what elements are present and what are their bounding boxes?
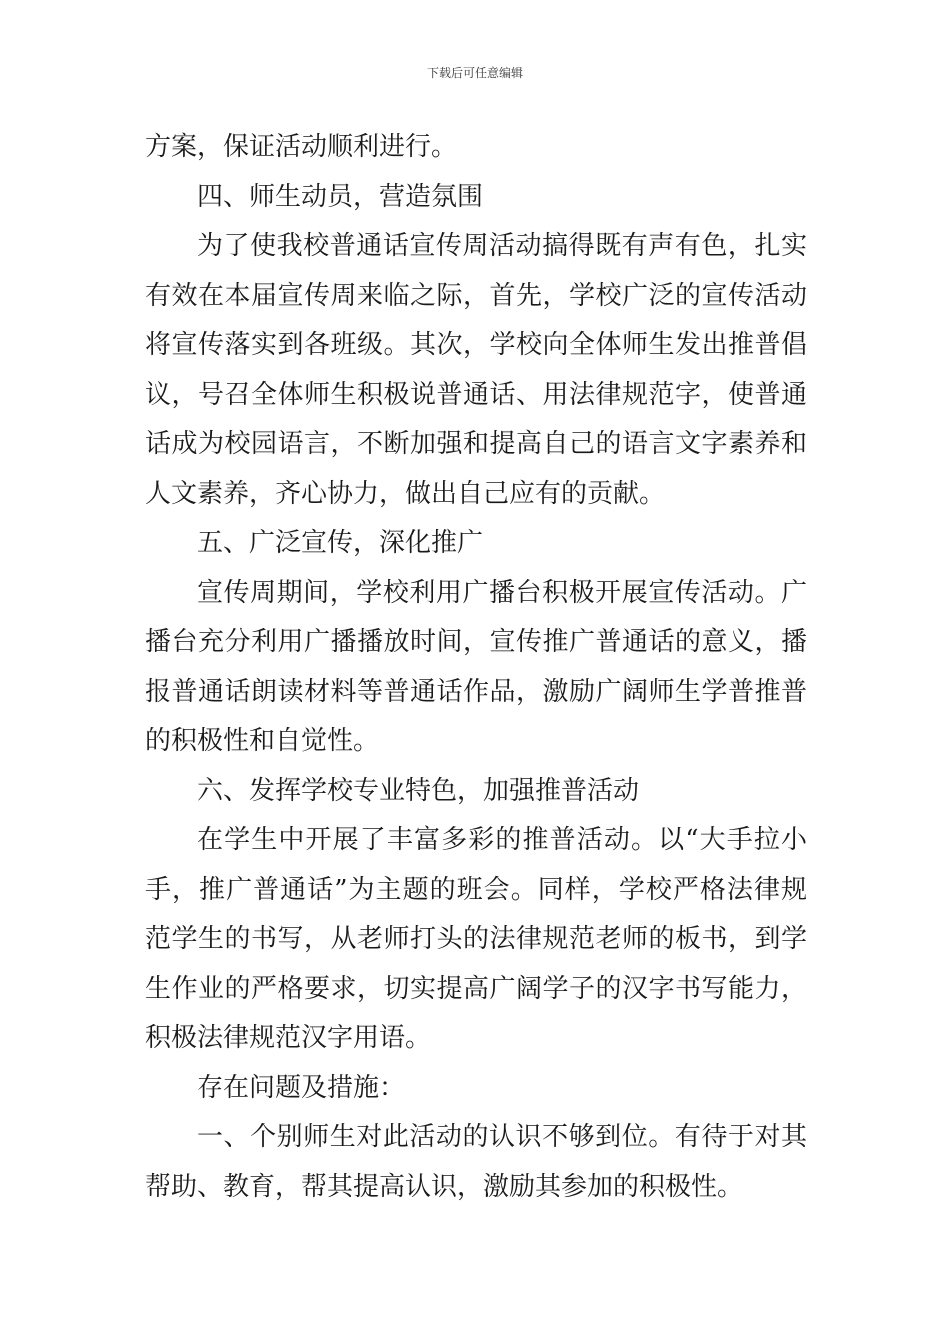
paragraph-line: 播台充分利用广播播放时间，宣传推广普通话的意义，播: [145, 627, 807, 657]
paragraph-line: 报普通话朗读材料等普通话作品，激励广阔师生学普推普: [145, 676, 807, 707]
section-heading: 五、广泛宣传，深化推广: [197, 528, 484, 558]
paragraph-line: 话成为校园语言，不断加强和提高自己的语言文字素养和: [145, 429, 807, 459]
paragraph-line: 范学生的书写，从老师打头的法律规范老师的板书，到学: [145, 924, 807, 954]
paragraph-line: 生作业的严格要求，切实提高广阔学子的汉字书写能力，: [145, 973, 807, 1004]
paragraph-line: 手，推广普通话”为主题的班会。同样，学校严格法律规: [145, 874, 807, 905]
paragraph-line: 一、个别师生对此活动的认识不够到位。有待于对其: [197, 1122, 807, 1152]
document-body: [145, 123, 807, 1212]
page-header: 下载后可任意编辑: [426, 66, 523, 80]
section-heading: 六、发挥学校专业特色，加强推普活动: [197, 775, 640, 806]
section-heading: 四、师生动员，营造氛围: [197, 181, 484, 212]
paragraph-line: 方案，保证活动顺利进行。: [145, 132, 458, 162]
paragraph-line: 宣传周期间，学校利用广播台积极开展宣传活动。广: [197, 577, 807, 608]
section-heading: 存在问题及措施：: [197, 1072, 406, 1103]
paragraph-line: 将宣传落实到各班级。其次，学校向全体师生发出推普倡: [145, 330, 807, 360]
paragraph-line: 积极法律规范汉字用语。: [145, 1023, 432, 1053]
paragraph-line: 人文素养，齐心协力，做出自己应有的贡献。: [145, 478, 666, 509]
paragraph-line: 为了使我校普通话宣传周活动搞得既有声有色，扎实: [197, 231, 807, 261]
paragraph-line: 的积极性和自觉性。: [145, 726, 380, 756]
paragraph-line: 在学生中开展了丰富多彩的推普活动。以“大手拉小: [197, 825, 807, 855]
paragraph-line: 议，号召全体师生积极说普通话、用法律规范字，使普通: [145, 379, 807, 410]
paragraph-line: 帮助、教育，帮其提高认识，激励其参加的积极性。: [145, 1171, 744, 1202]
paragraph-line: 有效在本届宣传周来临之际，首先，学校广泛的宣传活动: [145, 280, 807, 311]
